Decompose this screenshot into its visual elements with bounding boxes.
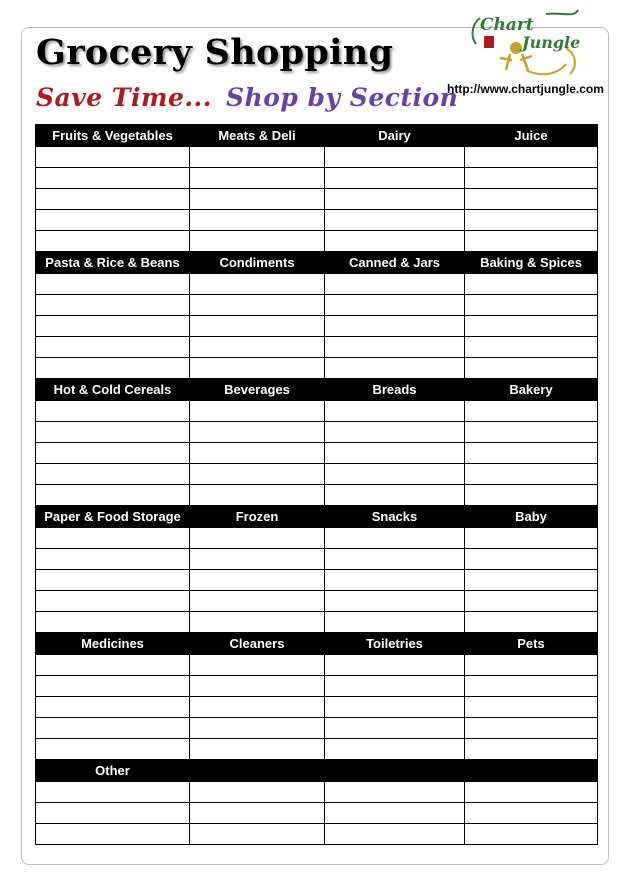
item-entry-cell[interactable] — [465, 739, 598, 760]
item-entry-cell[interactable] — [190, 655, 325, 676]
section-header-medicines: Medicines — [36, 633, 190, 655]
section-header-row — [36, 125, 598, 147]
item-entry-cell[interactable] — [190, 295, 325, 316]
item-entry-cell[interactable] — [465, 274, 598, 295]
item-entry-cell[interactable] — [36, 528, 190, 549]
item-entry-cell[interactable] — [190, 591, 325, 612]
item-entry-cell[interactable] — [36, 676, 190, 697]
item-entry-cell[interactable] — [325, 443, 465, 464]
item-entry-cell[interactable] — [325, 824, 465, 845]
item-entry-cell[interactable] — [325, 591, 465, 612]
item-entry-cell[interactable] — [465, 549, 598, 570]
grocery-list-table — [35, 124, 598, 845]
section-header-pasta-and-rice-and-beans: Pasta & Rice & Beans — [36, 252, 190, 274]
item-entry-cell[interactable] — [465, 655, 598, 676]
table-row — [36, 295, 598, 316]
item-entry-cell[interactable] — [465, 337, 598, 358]
section-header-fruits-and-vegetables: Fruits & Vegetables — [36, 125, 190, 147]
tagline-shop-by-section: Shop by Section — [225, 83, 459, 112]
table-row — [36, 697, 598, 718]
section-header-pets: Pets — [465, 633, 598, 655]
item-entry-cell[interactable] — [36, 316, 190, 337]
item-entry-cell[interactable] — [465, 697, 598, 718]
item-entry-cell[interactable] — [36, 274, 190, 295]
table-row — [36, 147, 598, 168]
item-entry-cell[interactable] — [36, 739, 190, 760]
item-entry-cell[interactable] — [325, 274, 465, 295]
item-entry-cell[interactable] — [325, 422, 465, 443]
item-entry-cell[interactable] — [325, 316, 465, 337]
table-row — [36, 739, 598, 760]
item-entry-cell[interactable] — [190, 443, 325, 464]
item-entry-cell[interactable] — [465, 147, 598, 168]
item-entry-cell[interactable] — [465, 570, 598, 591]
item-entry-cell[interactable] — [190, 168, 325, 189]
item-entry-cell[interactable] — [325, 718, 465, 739]
item-entry-cell[interactable] — [190, 782, 325, 803]
item-entry-cell[interactable] — [465, 443, 598, 464]
section-header-row — [36, 379, 598, 401]
item-entry-cell[interactable] — [190, 549, 325, 570]
section-header-baking-and-spices: Baking & Spices — [465, 252, 598, 274]
item-entry-cell[interactable] — [36, 782, 190, 803]
item-entry-cell[interactable] — [465, 401, 598, 422]
item-entry-cell[interactable] — [325, 676, 465, 697]
item-entry-cell[interactable] — [465, 231, 598, 252]
item-entry-cell[interactable] — [36, 358, 190, 379]
item-entry-cell[interactable] — [325, 147, 465, 168]
section-header-hot-and-cold-cereals: Hot & Cold Cereals — [36, 379, 190, 401]
table-row — [36, 782, 598, 803]
section-header-breads: Breads — [325, 379, 465, 401]
item-entry-cell[interactable] — [325, 570, 465, 591]
section-header-condiments: Condiments — [190, 252, 325, 274]
logo-text-jungle: Jungle — [522, 33, 581, 52]
table-row — [36, 231, 598, 252]
table-row — [36, 337, 598, 358]
item-entry-cell[interactable] — [325, 612, 465, 633]
item-entry-cell[interactable] — [36, 718, 190, 739]
section-header-filler — [190, 760, 598, 782]
item-entry-cell[interactable] — [465, 591, 598, 612]
tagline-save-time: Save Time... — [36, 83, 212, 112]
section-header-toiletries: Toiletries — [325, 633, 465, 655]
section-header-paper-and-food-storage: Paper & Food Storage — [36, 506, 190, 528]
item-entry-cell[interactable] — [465, 485, 598, 506]
table-row — [36, 655, 598, 676]
section-header-meats-and-deli: Meats & Deli — [190, 125, 325, 147]
item-entry-cell[interactable] — [325, 655, 465, 676]
table-row — [36, 189, 598, 210]
item-entry-cell[interactable] — [465, 168, 598, 189]
item-entry-cell[interactable] — [36, 210, 190, 231]
item-entry-cell[interactable] — [190, 189, 325, 210]
item-entry-cell[interactable] — [190, 316, 325, 337]
item-entry-cell[interactable] — [36, 570, 190, 591]
item-entry-cell[interactable] — [465, 295, 598, 316]
item-entry-cell[interactable] — [190, 274, 325, 295]
table-row — [36, 528, 598, 549]
section-header-baby: Baby — [465, 506, 598, 528]
item-entry-cell[interactable] — [325, 528, 465, 549]
item-entry-cell[interactable] — [325, 803, 465, 824]
item-entry-cell[interactable] — [36, 464, 190, 485]
section-header-row — [36, 506, 598, 528]
item-entry-cell[interactable] — [36, 485, 190, 506]
item-entry-cell[interactable] — [190, 401, 325, 422]
item-entry-cell[interactable] — [325, 739, 465, 760]
item-entry-cell[interactable] — [36, 147, 190, 168]
table-row — [36, 570, 598, 591]
chartjungle-logo-icon — [466, 8, 586, 82]
section-header-frozen: Frozen — [190, 506, 325, 528]
section-header-bakery: Bakery — [465, 379, 598, 401]
item-entry-cell[interactable] — [190, 485, 325, 506]
item-entry-cell[interactable] — [190, 231, 325, 252]
item-entry-cell[interactable] — [36, 549, 190, 570]
table-row — [36, 612, 598, 633]
section-header-row — [36, 760, 598, 782]
item-entry-cell[interactable] — [190, 570, 325, 591]
item-entry-cell[interactable] — [465, 528, 598, 549]
page-title: Grocery Shopping — [36, 32, 394, 73]
item-entry-cell[interactable] — [465, 210, 598, 231]
item-entry-cell[interactable] — [465, 824, 598, 845]
item-entry-cell[interactable] — [325, 697, 465, 718]
item-entry-cell[interactable] — [465, 612, 598, 633]
table-row — [36, 401, 598, 422]
table-row — [36, 274, 598, 295]
item-entry-cell[interactable] — [465, 189, 598, 210]
item-entry-cell[interactable] — [325, 210, 465, 231]
item-entry-cell[interactable] — [190, 210, 325, 231]
item-entry-cell[interactable] — [190, 697, 325, 718]
table-row — [36, 824, 598, 845]
table-row — [36, 464, 598, 485]
item-entry-cell[interactable] — [190, 612, 325, 633]
section-header-row — [36, 633, 598, 655]
item-entry-cell[interactable] — [36, 655, 190, 676]
item-entry-cell[interactable] — [325, 337, 465, 358]
item-entry-cell[interactable] — [36, 231, 190, 252]
item-entry-cell[interactable] — [190, 147, 325, 168]
table-row — [36, 591, 598, 612]
item-entry-cell[interactable] — [325, 168, 465, 189]
item-entry-cell[interactable] — [190, 337, 325, 358]
item-entry-cell[interactable] — [465, 422, 598, 443]
item-entry-cell[interactable] — [325, 231, 465, 252]
table-row — [36, 549, 598, 570]
table-row — [36, 358, 598, 379]
item-entry-cell[interactable] — [325, 401, 465, 422]
section-header-juice: Juice — [465, 125, 598, 147]
item-entry-cell[interactable] — [190, 718, 325, 739]
item-entry-cell[interactable] — [36, 803, 190, 824]
table-row — [36, 422, 598, 443]
section-header-cleaners: Cleaners — [190, 633, 325, 655]
section-header-row — [36, 252, 598, 274]
item-entry-cell[interactable] — [36, 824, 190, 845]
item-entry-cell[interactable] — [465, 718, 598, 739]
item-entry-cell[interactable] — [36, 697, 190, 718]
item-entry-cell[interactable] — [325, 295, 465, 316]
logo-text-chart: Chart — [480, 15, 534, 35]
item-entry-cell[interactable] — [36, 612, 190, 633]
item-entry-cell[interactable] — [36, 591, 190, 612]
table-row — [36, 210, 598, 231]
item-entry-cell[interactable] — [325, 485, 465, 506]
section-header-beverages: Beverages — [190, 379, 325, 401]
item-entry-cell[interactable] — [325, 189, 465, 210]
item-entry-cell[interactable] — [325, 358, 465, 379]
table-row — [36, 676, 598, 697]
section-header-other: Other — [36, 760, 190, 782]
section-header-snacks: Snacks — [325, 506, 465, 528]
table-row — [36, 803, 598, 824]
item-entry-cell[interactable] — [190, 676, 325, 697]
item-entry-cell[interactable] — [325, 782, 465, 803]
item-entry-cell[interactable] — [36, 295, 190, 316]
item-entry-cell[interactable] — [190, 422, 325, 443]
section-header-dairy: Dairy — [325, 125, 465, 147]
section-header-canned-and-jars: Canned & Jars — [325, 252, 465, 274]
item-entry-cell[interactable] — [190, 803, 325, 824]
item-entry-cell[interactable] — [465, 676, 598, 697]
table-row — [36, 443, 598, 464]
table-row — [36, 485, 598, 506]
table-row — [36, 316, 598, 337]
item-entry-cell[interactable] — [190, 739, 325, 760]
item-entry-cell[interactable] — [36, 189, 190, 210]
item-entry-cell[interactable] — [325, 549, 465, 570]
item-entry-cell[interactable] — [465, 782, 598, 803]
item-entry-cell[interactable] — [465, 358, 598, 379]
item-entry-cell[interactable] — [190, 358, 325, 379]
item-entry-cell[interactable] — [465, 464, 598, 485]
item-entry-cell[interactable] — [36, 401, 190, 422]
site-url[interactable]: http://www.chartjungle.com — [447, 82, 604, 96]
tagline — [36, 83, 458, 112]
table-row — [36, 168, 598, 189]
item-entry-cell[interactable] — [190, 464, 325, 485]
item-entry-cell[interactable] — [36, 443, 190, 464]
item-entry-cell[interactable] — [190, 824, 325, 845]
item-entry-cell[interactable] — [190, 528, 325, 549]
item-entry-cell[interactable] — [465, 316, 598, 337]
item-entry-cell[interactable] — [325, 464, 465, 485]
item-entry-cell[interactable] — [465, 803, 598, 824]
item-entry-cell[interactable] — [36, 422, 190, 443]
table-row — [36, 718, 598, 739]
item-entry-cell[interactable] — [36, 337, 190, 358]
item-entry-cell[interactable] — [36, 168, 190, 189]
